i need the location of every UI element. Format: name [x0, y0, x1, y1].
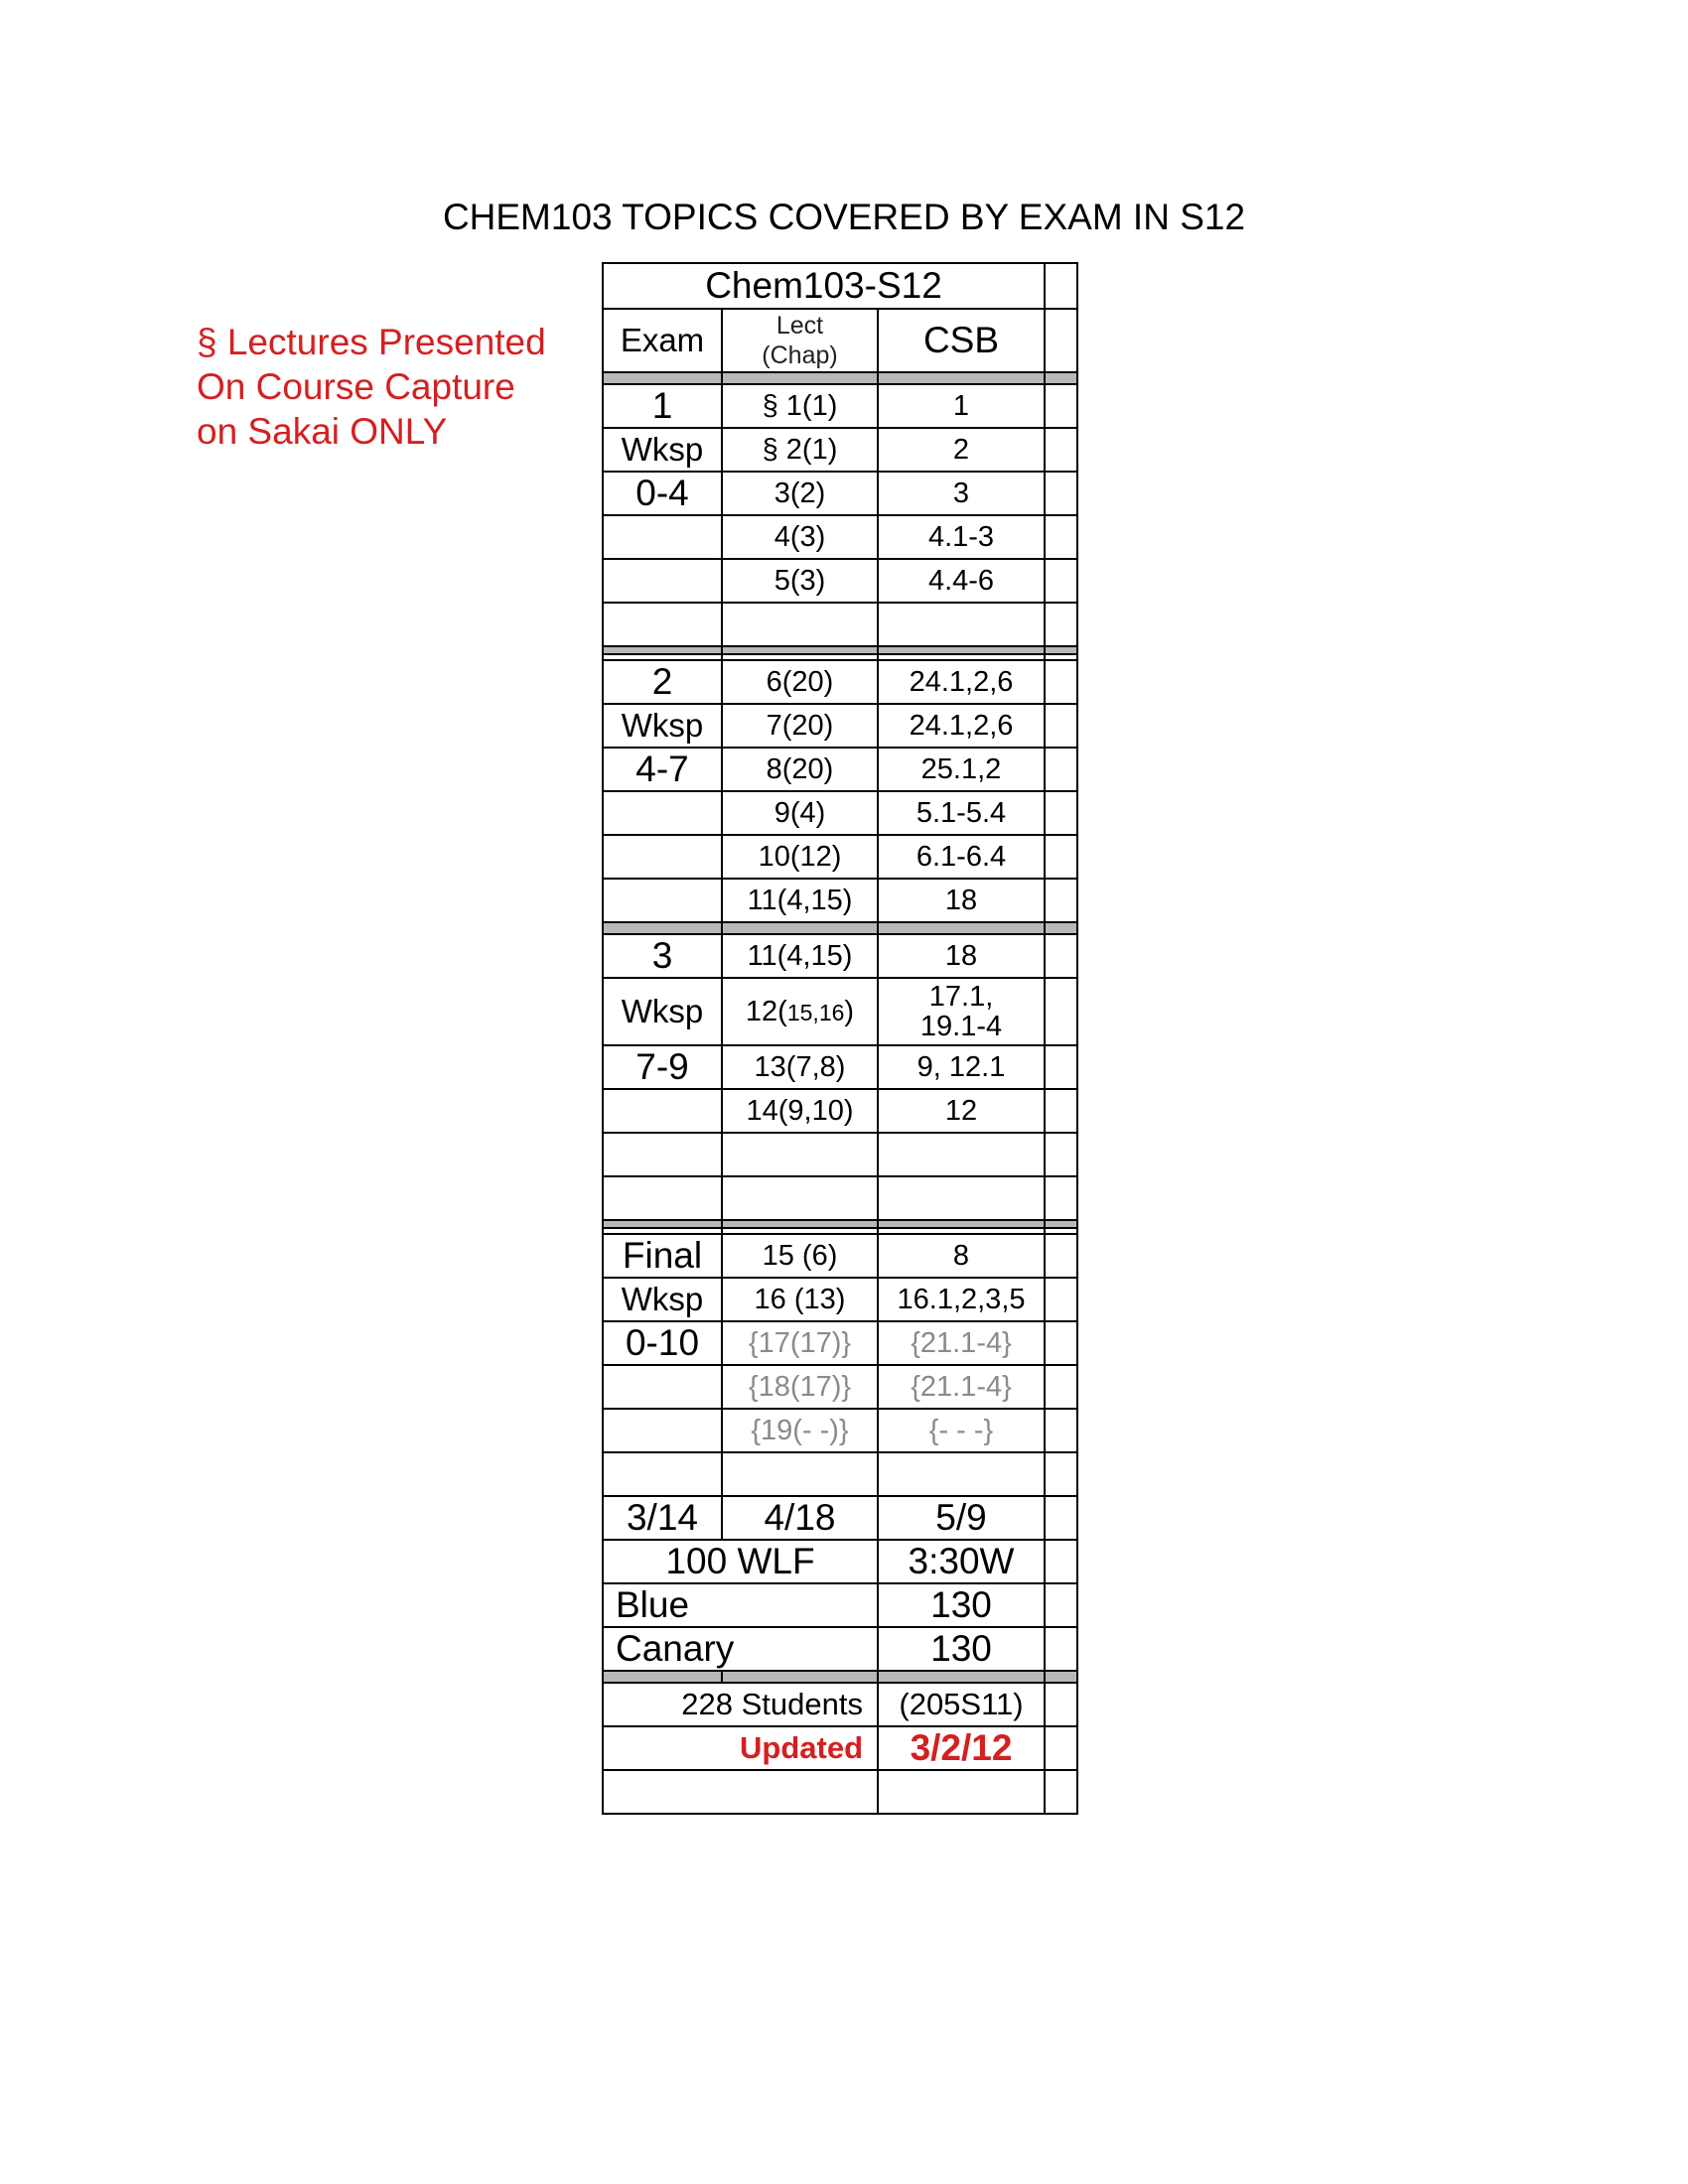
lecture-cell: 4(3) [722, 515, 878, 559]
note-line-1: § Lectures Presented [197, 322, 546, 362]
lecture-cell: {17(17)} [722, 1321, 878, 1365]
lecture-cell: 11(4,15) [722, 879, 878, 922]
blank-cell [603, 791, 722, 835]
exam-range: 0-10 [603, 1321, 722, 1365]
table-row [603, 879, 1077, 922]
blank-cell [1045, 263, 1077, 309]
csb-cell: 6.1-6.4 [878, 835, 1045, 879]
lecture-cell [722, 978, 878, 1045]
table-row [603, 1133, 1077, 1176]
previous-student-count: (205S11) [878, 1683, 1045, 1726]
exam-number: Final [603, 1234, 722, 1278]
blank-cell [1045, 1627, 1077, 1671]
exam-label: Wksp [603, 1278, 722, 1321]
table-row [603, 835, 1077, 879]
blank-cell [603, 879, 722, 922]
lecture-chapters: 15,16 [786, 999, 845, 1025]
students-row [603, 1683, 1077, 1726]
blank-cell [1045, 559, 1077, 603]
table-title-row [603, 263, 1077, 309]
table-row [603, 603, 1077, 646]
exam-range: 0-4 [603, 472, 722, 515]
blank-cell [1045, 515, 1077, 559]
blank-cell [1045, 934, 1077, 978]
lecture-cell: 16 (13) [722, 1278, 878, 1321]
csb-cell: 2 [878, 428, 1045, 472]
exam-range: 7-9 [603, 1045, 722, 1089]
form-row [603, 1583, 1077, 1627]
blank-cell [1045, 1321, 1077, 1365]
table-title: Chem103-S12 [603, 263, 1045, 309]
blank-cell [1045, 791, 1077, 835]
lecture-cell: {18(17)} [722, 1365, 878, 1409]
exam-date-1: 3/14 [603, 1496, 722, 1540]
table-row [603, 1045, 1077, 1089]
csb-cell: 4.4-6 [878, 559, 1045, 603]
blank-cell [603, 1409, 722, 1452]
blank-cell [1045, 1726, 1077, 1770]
exam-number: 2 [603, 660, 722, 704]
table-row [603, 1409, 1077, 1452]
lecture-cell: 9(4) [722, 791, 878, 835]
lecture-cell: 10(12) [722, 835, 878, 879]
blank-cell [1045, 879, 1077, 922]
blank-cell [1045, 660, 1077, 704]
blank-cell [1045, 1089, 1077, 1133]
exam-date-2: 4/18 [722, 1496, 878, 1540]
csb-cell: 12 [878, 1089, 1045, 1133]
exam-label: Wksp [603, 428, 722, 472]
csb-cell: 18 [878, 934, 1045, 978]
form-count: 130 [878, 1627, 1045, 1671]
blank-cell [1045, 1278, 1077, 1321]
lecture-cell: 5(3) [722, 559, 878, 603]
table-row [603, 1278, 1077, 1321]
table-row [603, 791, 1077, 835]
csb-cell: {21.1-4} [878, 1365, 1045, 1409]
lecture-cell: 11(4,15) [722, 934, 878, 978]
lecture-capture-note [197, 320, 614, 454]
csb-cell: 16.1,2,3,5 [878, 1278, 1045, 1321]
exam-label: Wksp [603, 704, 722, 748]
blank-cell [1045, 835, 1077, 879]
blank-cell [603, 1770, 878, 1814]
csb-cell: {21.1-4} [878, 1321, 1045, 1365]
exam-time: 3:30W [878, 1540, 1045, 1583]
lecture-cell: 7(20) [722, 704, 878, 748]
form-row [603, 1627, 1077, 1671]
form-count: 130 [878, 1583, 1045, 1627]
form-color: Blue [603, 1583, 878, 1627]
separator-row [603, 646, 1077, 654]
blank-cell [1045, 1045, 1077, 1089]
header-exam: Exam [603, 309, 722, 372]
lecture-cell: 15 (6) [722, 1234, 878, 1278]
updated-label: Updated [603, 1726, 878, 1770]
page-title: CHEM103 TOPICS COVERED BY EXAM IN S12 [442, 197, 1246, 237]
student-count: 228 Students [603, 1683, 878, 1726]
csb-line1: 17.1, [928, 981, 994, 1013]
blank-cell [1045, 384, 1077, 428]
header-lect-line2: (Chap) [762, 341, 838, 369]
csb-cell: 24.1,2,6 [878, 660, 1045, 704]
blank-cell [1045, 428, 1077, 472]
csb-cell: 25.1,2 [878, 748, 1045, 791]
table-row [603, 978, 1077, 1045]
exam-topics-table-wrapper [602, 262, 1078, 1815]
blank-cell [1045, 1583, 1077, 1627]
lecture-cell: {19(- -)} [722, 1409, 878, 1452]
note-line-2: On Course Capture [197, 366, 515, 407]
lecture-cell: 14(9,10) [722, 1089, 878, 1133]
exam-dates-row [603, 1496, 1077, 1540]
lecture-cell: 8(20) [722, 748, 878, 791]
header-lect [722, 309, 878, 372]
csb-cell: 9, 12.1 [878, 1045, 1045, 1089]
separator-row [603, 1671, 1077, 1683]
blank-cell [1045, 748, 1077, 791]
exam-topics-table [602, 262, 1078, 1815]
separator-row [603, 1220, 1077, 1228]
blank-cell [1045, 1409, 1077, 1452]
table-row [603, 384, 1077, 428]
separator-row [603, 922, 1077, 934]
exam-range: 4-7 [603, 748, 722, 791]
exam-room: 100 WLF [603, 1540, 878, 1583]
separator-row [603, 372, 1077, 384]
blank-cell [1045, 978, 1077, 1045]
csb-cell: {- - -} [878, 1409, 1045, 1452]
lecture-cell: 3(2) [722, 472, 878, 515]
form-color: Canary [603, 1627, 878, 1671]
blank-cell [1045, 1234, 1077, 1278]
blank-cell [1045, 1683, 1077, 1726]
lecture-cell: 6(20) [722, 660, 878, 704]
blank-cell [878, 1770, 1045, 1814]
table-row [603, 1089, 1077, 1133]
csb-cell: 1 [878, 384, 1045, 428]
lecture-cell: § 1(1) [722, 384, 878, 428]
table-row [603, 1452, 1077, 1496]
csb-line2: 19.1-4 [919, 1011, 1003, 1042]
csb-cell: 18 [878, 879, 1045, 922]
blank-cell [603, 1089, 722, 1133]
lecture-main: 12( [745, 995, 787, 1027]
blank-cell [603, 835, 722, 879]
blank-cell [603, 515, 722, 559]
blank-cell [603, 1365, 722, 1409]
blank-cell [1045, 704, 1077, 748]
table-row [603, 704, 1077, 748]
table-row [603, 1770, 1077, 1814]
note-line-3: on Sakai ONLY [197, 411, 448, 452]
blank-cell [1045, 309, 1077, 372]
location-row [603, 1540, 1077, 1583]
exam-label: Wksp [603, 978, 722, 1045]
csb-cell: 24.1,2,6 [878, 704, 1045, 748]
csb-cell: 3 [878, 472, 1045, 515]
table-row [603, 934, 1077, 978]
exam-date-3: 5/9 [878, 1496, 1045, 1540]
table-row [603, 1176, 1077, 1220]
table-row [603, 660, 1077, 704]
header-csb: CSB [878, 309, 1045, 372]
csb-cell [878, 978, 1045, 1045]
blank-cell [1045, 1496, 1077, 1540]
exam-number: 1 [603, 384, 722, 428]
updated-row [603, 1726, 1077, 1770]
header-row [603, 309, 1077, 372]
table-row [603, 748, 1077, 791]
blank-cell [1045, 472, 1077, 515]
table-row [603, 515, 1077, 559]
table-row [603, 559, 1077, 603]
lecture-end: ) [844, 995, 855, 1027]
blank-cell [603, 559, 722, 603]
lecture-cell: § 2(1) [722, 428, 878, 472]
header-lect-line1: Lect [775, 312, 824, 340]
exam-number: 3 [603, 934, 722, 978]
table-row [603, 428, 1077, 472]
table-row [603, 1321, 1077, 1365]
table-row [603, 1234, 1077, 1278]
csb-cell: 4.1-3 [878, 515, 1045, 559]
table-row [603, 472, 1077, 515]
csb-cell: 5.1-5.4 [878, 791, 1045, 835]
blank-cell [1045, 1365, 1077, 1409]
blank-cell [1045, 1770, 1077, 1814]
updated-date: 3/2/12 [878, 1726, 1045, 1770]
lecture-cell: 13(7,8) [722, 1045, 878, 1089]
table-row [603, 1365, 1077, 1409]
blank-cell [1045, 1540, 1077, 1583]
csb-cell: 8 [878, 1234, 1045, 1278]
